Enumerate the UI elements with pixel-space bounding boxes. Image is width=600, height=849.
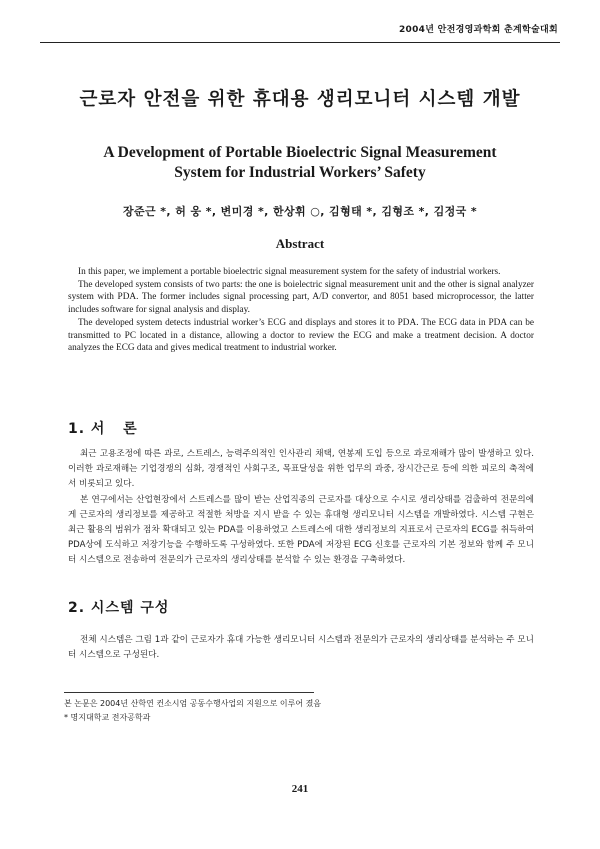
abstract-paragraph: The developed system consists of two parts: the one is boielectric signal measurement unit and the other is signal analyzer system with PDA. The former includes signal processing part, A/D convertor, and 8051 based microprocessor, the latter includes software for signal analysis and display. [68,279,534,316]
section-body-system-configuration [68,633,534,663]
body-paragraph: 전체 시스템은 그림 1과 같이 근로자가 휴대 가능한 생리모니터 시스템과 전문의가 근로자의 생리상태를 분석하는 주 모니터 시스템으로 구성된다. [68,635,534,661]
footnote-funding: 본 논문은 2004년 산학연 컨소시엄 공동수행사업의 지원으로 이루어 졌음 [64,699,322,708]
body-paragraph: 최근 고용조정에 따른 과로, 스트레스, 능력주의적인 인사관리 채택, 연봉제 도입 등으로 과로재해가 많이 발생하고 있다. 이러한 과로재해는 기업경쟁의 심화, 경쟁적인 사회구조, 목표달성을 위한 업무의 과중, 장시간근로 등에 의한 피로의 축적에서 비롯되고 있다. [68,449,534,490]
footnote-affiliation: * 명지대학교 전자공학과 [64,713,151,722]
footnotes [64,697,544,725]
abstract-heading: Abstract [275,236,325,251]
authors: 장준근 *, 허 웅 *, 변미경 *, 한상휘 ○, 김형태 *, 김형조 *, 김정국 * [122,205,478,218]
section-body-introduction [68,447,534,569]
title-korean: 근로자 안전을 위한 휴대용 생리모니터 시스템 개발 [79,89,521,110]
abstract-paragraph: In this paper, we implement a portable bioelectric signal measurement system for the safety of industrial workers. [78,267,501,277]
section-heading-system-configuration: 2. 시스템 구성 [68,600,170,616]
page-number: 241 [291,783,309,795]
body-paragraph: 본 연구에서는 산업현장에서 스트레스를 많이 받는 산업직종의 근로자를 대상으로 수시로 생리상태를 검출하여 전문의에게 근로자의 생리정보를 제공하고 적절한 처방을 지시 받을 수 있는 휴대형 생리모니터 시스템을 개발하였다. 시스템 구현은 최근 활용의 범위가 점차 확대되고 있는 PDA를 이용하였고 스트레스에 대한 생리정보의 지표로서 근로자의 ECG를 취득하여 PDA상에 도식하고 저장기능을 수행하도록 구성하였다. 또한 PDA에 저장된 ECG 신호를 근로자의 기본 정보와 함께 주 모니터 시스템으로 전송하여 전문의가 근로자의 생리상태를 분석할 수 있는 환경을 구축하였다. [68,494,534,566]
section-heading-introduction: 1. 서 론 [68,421,138,437]
title-english-line1: A Development of Portable Bioelectric Signal Measurement [103,144,497,161]
abstract-paragraph: The developed system detects industrial worker’s ECG and displays and stores it to PDA. The ECG data in PDA can be transmitted to PC located in a distance, allowing a doctor to review the ECG and make a treatment decision. A doctor analyzes the ECG data and gives medical treatment to industrial worker. [68,317,534,354]
footnote-rule [64,692,314,693]
title-english-line2: System for Industrial Workers’ Safety [174,164,426,181]
title-english [60,143,540,183]
header-rule [40,42,560,43]
abstract-body [68,266,534,355]
running-header: 2004년 안전경영과학회 춘계학술대회 [398,25,558,35]
